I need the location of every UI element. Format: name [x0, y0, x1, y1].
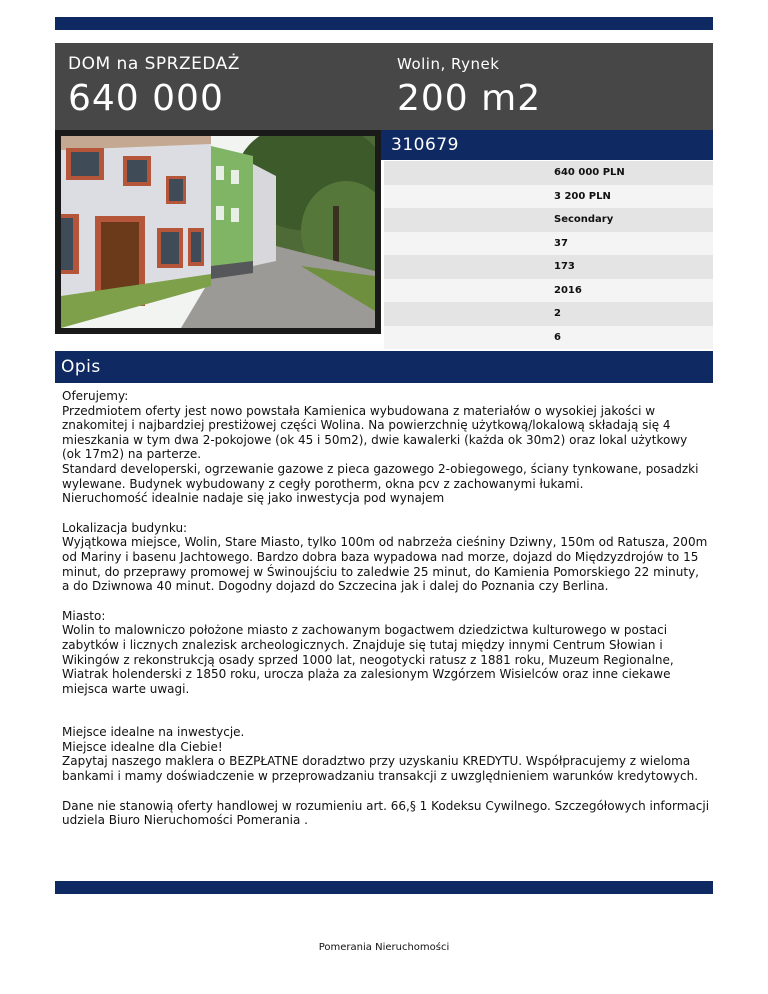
header-left [68, 53, 240, 121]
detail-row-year-built: 2016 [384, 279, 713, 303]
detail-row-value-8: 6 [384, 326, 713, 350]
detail-row-value-5: 173 [384, 255, 713, 279]
detail-row-market: Secondary [384, 208, 713, 232]
detail-row-price-per-m2: 3 200 PLN [384, 185, 713, 209]
detail-row-value-4: 37 [384, 232, 713, 256]
header-right [397, 53, 541, 121]
price-heading: 640 000 [68, 78, 224, 119]
top-accent-bar [55, 17, 713, 30]
property-type-label: DOM na SPRZEDAŻ [68, 54, 240, 74]
detail-row-price: 640 000 PLN [384, 161, 713, 185]
description-paragraph-disclaimer: Dane nie stanowią oferty handlowej w rozumieniu art. 66,§ 1 Kodeksu Cywilnego. Szczegółowych informacji udziela Biuro Nieruchomości Pomerania . [62, 798, 710, 828]
offer-id-bar: 310679 [381, 130, 713, 160]
section-title-opis: Opis [55, 351, 713, 383]
property-photo-image [61, 136, 375, 328]
description-paragraph-invest: Miejsce idealne na inwestycje. Miejsce idealne dla Ciebie! Zapytaj naszego maklera o BEZPŁATNE doradztwo przy uzyskaniu KREDYTU. Współpracujemy z wieloma bankami i mamy doświadczenie w przeprowadzaniu transakcji z uwzględnieniem warunków kredytowych. [62, 725, 699, 784]
description-paragraph-town: Miasto: Wolin to malowniczo położone miasto z zachowanym bogactwem dziedzictwa kulturowego w postaci zabytków i licznych znalezisk archeologicznych. Znajduje się tutaj między innymi Centrum Słowian i Wikingów z rekonstrukcją osady sprzed 1000 lat, neogotycki ratusz z 1881 roku, Muzeum Regionalne, Wiatrak holenderski z 1850 roku, urocza plaża za zalesionym Wzgórzem Wisielców oraz inne ciekawe miejsca warte uwagi. [62, 608, 674, 696]
description-body [62, 389, 710, 843]
description-paragraph-location: Lokalizacja budynku: Wyjątkowa miejsce, Wolin, Stare Miasto, tylko 100m od nabrzeża cieśniny Dziwny, 150m od Ratusza, 200m od Mariny i basenu Jachtowego. Bardzo dobra baza wypadowa nad morze, dojazd do Międzyzdrojów to 15 minut, do przeprawy promowej w Świnoujściu to zaledwie 25 minut, do Kamienia Pomorskiego 22 minuty, a do Dziwnowa 40 minut. Dogodny dojazd do Szczecina jak i dalej do Poznania czy Berlina. [62, 520, 708, 594]
property-photo [55, 130, 381, 334]
detail-row-value-7: 2 [384, 302, 713, 326]
bottom-accent-bar [55, 881, 713, 894]
footer-agency-name: Pomerania Nieruchomości [318, 942, 450, 953]
details-table [384, 161, 713, 349]
location-label: Wolin, Rynek [397, 55, 500, 73]
description-paragraph-offer: Oferujemy: Przedmiotem oferty jest nowo powstała Kamienica wybudowana z materiałów o wysokiej jakości w znakomitej i najbardziej prestiżowej części Wolina. Na powierzchnię użytkową/lokalową składają się 4 mieszkania w tym dwa 2-pokojowe (ok 45 i 50m2), dwie kawalerki (każda ok 30m2) oraz lokal użytkowy (ok 17m2) na parterze. Standard developerski, ogrzewanie gazowe z pieca gazowego 2-obiegowego, ściany tynkowane, posadzki wylewane. Budynek wybudowany z cegły porotherm, okna pcv z zachowanymi łukami. Nieruchomość idealnie nadaje się jako inwestycja pod wynajem [62, 389, 699, 506]
listing-header [55, 43, 713, 130]
area-heading: 200 m2 [397, 78, 542, 119]
